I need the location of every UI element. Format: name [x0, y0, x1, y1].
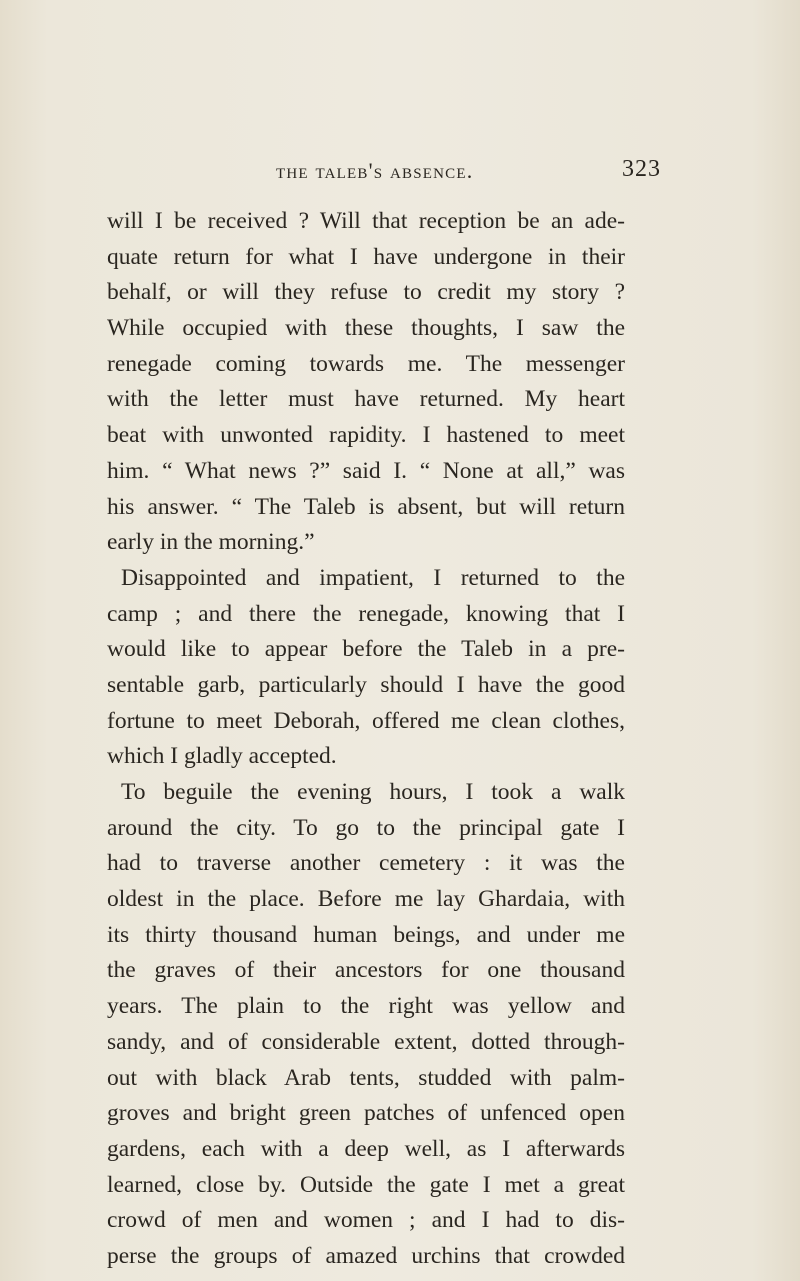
text-line: the graves of their ancestors for one thousand: [107, 957, 625, 984]
text-line: groves and bright green patches of unfenced open: [107, 1100, 625, 1127]
text-line: will I be received ? Will that reception be an ade-: [107, 208, 625, 234]
text-line: his answer. “ The Taleb is absent, but will return: [107, 493, 625, 520]
text-line: around the city. To go to the principal gate I: [107, 814, 625, 841]
text-line: oldest in the place. Before me lay Ghardaia, with: [107, 886, 625, 913]
text-line: Disappointed and impatient, I returned to the: [121, 564, 625, 591]
text-line: renegade coming towards me. The messenger: [107, 350, 625, 377]
text-line: camp ; and there the renegade, knowing that I: [107, 600, 625, 627]
text-line: sandy, and of considerable extent, dotted through-: [107, 1028, 625, 1055]
text-line: which I gladly accepted.: [107, 743, 337, 770]
running-title: the taleb's absence.: [276, 158, 474, 183]
text-line: gardens, each with a deep well, as I afterwards: [107, 1135, 625, 1162]
page-number: 323: [622, 156, 661, 182]
text-line: years. The plain to the right was yellow and: [107, 993, 625, 1020]
text-line: quate return for what I have undergone in their: [107, 243, 625, 270]
text-line: perse the groups of amazed urchins that crowded: [107, 1242, 625, 1269]
text-line: would like to appear before the Taleb in a pre-: [107, 636, 625, 663]
text-line: fortune to meet Deborah, offered me clean clothes,: [107, 707, 625, 734]
body-text: [107, 204, 625, 1275]
text-line: had to traverse another cemetery : it was the: [107, 850, 625, 877]
text-line: its thirty thousand human beings, and under me: [107, 921, 625, 948]
running-head: [0, 158, 800, 192]
text-line: early in the morning.”: [107, 529, 315, 556]
text-line: behalf, or will they refuse to credit my story ?: [107, 279, 625, 306]
text-line: out with black Arab tents, studded with palm-: [107, 1064, 625, 1091]
text-line: with the letter must have returned. My heart: [107, 386, 625, 413]
text-line: crowd of men and women ; and I had to dis-: [107, 1207, 625, 1234]
text-line: beat with unwonted rapidity. I hastened to meet: [107, 422, 625, 449]
text-line: sentable garb, particularly should I have the good: [107, 671, 625, 698]
text-line: While occupied with these thoughts, I saw the: [107, 315, 625, 342]
text-line: To beguile the evening hours, I took a walk: [121, 779, 625, 805]
text-line: learned, close by. Outside the gate I met a great: [107, 1171, 625, 1198]
text-line: him. “ What news ?” said I. “ None at all,” was: [107, 457, 625, 484]
